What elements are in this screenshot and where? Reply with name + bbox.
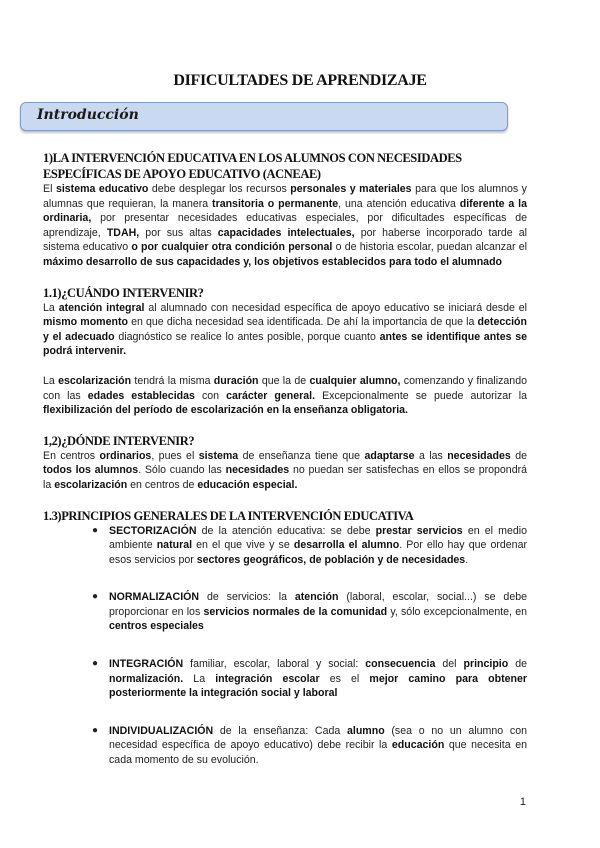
section-banner bbox=[20, 102, 508, 131]
section-1-1-paragraph-2: La escolarización tendrá la misma duración que la de cualquier alumno, comenzando y finalizando con las edades establecidas con carácter general. Excepcionalmente se puede autorizar la flexibilización del período de escolarización en la enseñanza obligatoria. bbox=[43, 374, 527, 417]
section-heading-1-2: 1,2)¿DÓNDE INTERVENIR? bbox=[43, 433, 195, 448]
section-heading-1: 1)LA INTERVENCIÓN EDUCATIVA EN LOS ALUMNOS CON NECESIDADES ESPECÍFICAS DE APOYO EDUCATIVO (ACNEAE) bbox=[43, 151, 462, 181]
page-number: 1 bbox=[519, 796, 526, 808]
section-1-2-paragraph: En centros ordinarios, pues el sistema de enseñanza tiene que adaptarse a las necesidades de todos los alumnos. Sólo cuando las necesidades no puedan ser satisfechas en ellos se propondrá la escolarización en centros de educación especial. bbox=[43, 449, 528, 491]
bullet-icon: ● bbox=[92, 658, 99, 670]
section-1-paragraph: El sistema educativo debe desplegar los recursos personales y materiales para que los alumnos y alumnas que requieran, la manera transitoria o permanente, una atención educativa diferente a la ordinaria, por presentar necesidades educativas especiales, por dificultades específicas de aprendizaje, TDAH, por sus altas capacidades intelectuales, por haberse incorporado tarde al sistema educativo o por cualquier otra condición personal o de historia escolar, puedan alcanzar el máximo desarrollo de sus capacidades y, los objetivos establecidos para todo el alumnado bbox=[43, 183, 528, 268]
bullet-icon: ● bbox=[92, 591, 99, 603]
section-1-1-paragraph-1: La atención integral al alumnado con necesidad específica de apoyo educativo se iniciará desde el mismo momento en que dicha necesidad sea identificada. De ahí la importancia de que la detección y el adecuado diagnóstico se realice lo antes posible, porque cuanto antes se identifique antes se podrá intervenir. bbox=[43, 301, 528, 358]
bullet-icon: ● bbox=[92, 524, 99, 536]
banner-label: Introducción bbox=[37, 107, 139, 123]
document-body bbox=[43, 150, 527, 768]
list-item: ● NORMALIZACIÓN de servicios: la atención (laboral, escolar, social...) se debe proporcionar en los servicios normales de la comunidad y, sólo excepcionalmente, en centros especiales bbox=[92, 591, 528, 633]
list-item: ● SECTORIZACIÓN de la atención educativa: se debe prestar servicios en el medio ambiente natural en el que vive y se desarrolla el alumno. Por ello hay que ordenar esos servicios por sectores geográficos, de población y de necesidades. bbox=[92, 524, 528, 566]
section-heading-1-3: 1.3)PRINCIPIOS GENERALES DE LA INTERVENCIÓN EDUCATIVA bbox=[43, 508, 414, 523]
section-heading-1-1: 1.1)¿CUÁNDO INTERVENIR? bbox=[43, 285, 204, 300]
bullet-icon: ● bbox=[92, 724, 99, 736]
list-item: ● INTEGRACIÓN familiar, escolar, laboral y social: consecuencia del principio de normalización. La integración escolar es el mejor camino para obtener posteriormente la integración social y laboral bbox=[92, 658, 527, 700]
list-item: ● INDIVIDUALIZACIÓN de la enseñanza: Cada alumno (sea o no un alumno con necesidad específica de apoyo educativo) debe recibir la educación que necesita en cada momento de su evolución. bbox=[92, 724, 527, 767]
page-title: DIFICULTADES DE APRENDIZAJE bbox=[173, 72, 427, 89]
principles-list bbox=[43, 524, 527, 768]
